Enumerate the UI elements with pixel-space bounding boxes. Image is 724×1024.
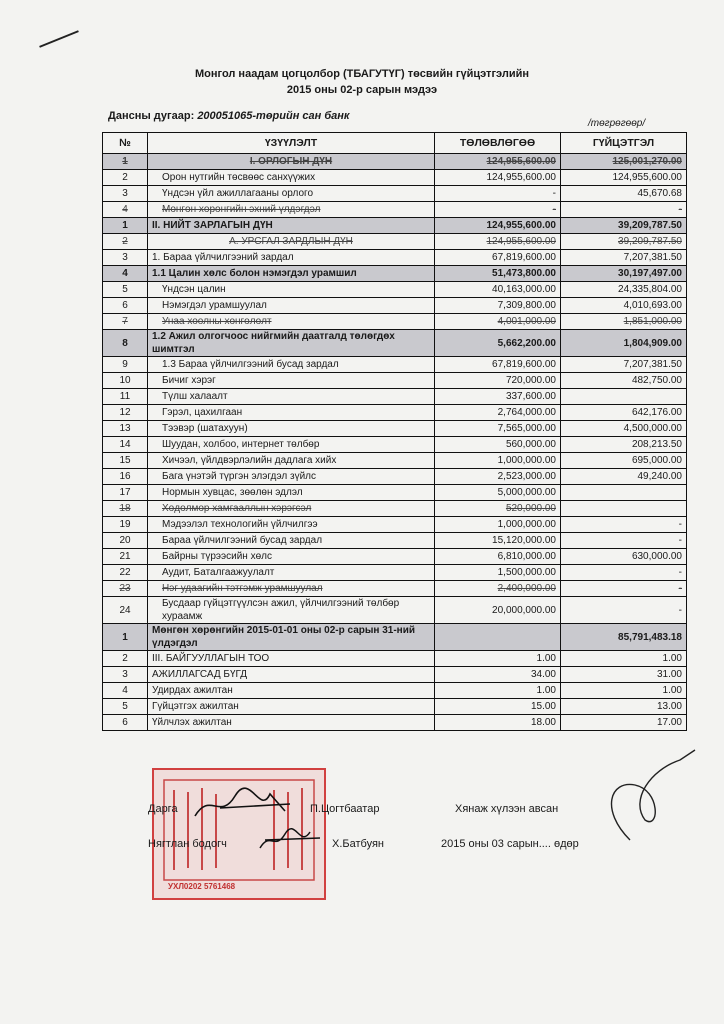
row-actual: 4,010,693.00 (561, 298, 687, 314)
account-line (108, 110, 349, 122)
row-number: 17 (103, 485, 148, 501)
row-number: 24 (103, 597, 148, 624)
row-number: 6 (103, 298, 148, 314)
row-actual (561, 485, 687, 501)
table-row (103, 667, 687, 683)
row-actual: 39,209,787.50 (561, 218, 687, 234)
row-label: Тээвэр (шатахуун) (148, 421, 435, 437)
stamp-number: УХЛ0202 5761468 (168, 882, 236, 891)
table-row (103, 683, 687, 699)
row-number: 1 (103, 624, 148, 651)
row-actual: 642,176.00 (561, 405, 687, 421)
row-actual: 45,670.68 (561, 186, 687, 202)
row-actual: 24,335,804.00 (561, 282, 687, 298)
row-number: 8 (103, 330, 148, 357)
received-date: 2015 оны 03 сарын.... өдөр (441, 838, 579, 850)
row-number: 5 (103, 699, 148, 715)
row-label: Байрны түрээсийн хөлс (148, 549, 435, 565)
row-number: 18 (103, 501, 148, 517)
table-row (103, 186, 687, 202)
row-label: Түлш халаалт (148, 389, 435, 405)
row-plan: 124,955,600.00 (435, 234, 561, 250)
row-label: 1. Бараа үйлчилгээний зардал (148, 250, 435, 266)
row-label: Бага үнэтэй түргэн элэгдэл зүйлс (148, 469, 435, 485)
row-plan: 2,523,000.00 (435, 469, 561, 485)
row-label: Аудит, Баталгаажуулалт (148, 565, 435, 581)
row-actual: 630,000.00 (561, 549, 687, 565)
row-label: 1.3 Бараа үйлчилгээний бусад зардал (148, 357, 435, 373)
row-number: 3 (103, 186, 148, 202)
row-plan: 1,000,000.00 (435, 517, 561, 533)
row-plan: 5,662,200.00 (435, 330, 561, 357)
table-row (103, 154, 687, 170)
col-header-indicator: ҮЗҮҮЛЭЛТ (148, 133, 435, 154)
row-number: 16 (103, 469, 148, 485)
row-plan: 720,000.00 (435, 373, 561, 389)
table-row (103, 405, 687, 421)
row-plan: - (435, 202, 561, 218)
table-row (103, 170, 687, 186)
row-plan: 67,819,600.00 (435, 357, 561, 373)
director-name: П.Цогтбаатар (310, 803, 380, 815)
row-actual: - (561, 581, 687, 597)
table-row (103, 533, 687, 549)
table-row (103, 453, 687, 469)
table-row (103, 715, 687, 731)
row-plan: 1,500,000.00 (435, 565, 561, 581)
row-number: 19 (103, 517, 148, 533)
row-label: Нэг удаагийн тэтгэмж урамшуулал (148, 581, 435, 597)
received-label: Хянаж хүлээн авсан (455, 803, 559, 815)
row-number: 7 (103, 314, 148, 330)
row-actual: - (561, 597, 687, 624)
row-actual: 4,500,000.00 (561, 421, 687, 437)
row-plan: 40,163,000.00 (435, 282, 561, 298)
row-plan: 124,955,600.00 (435, 218, 561, 234)
report-title: Монгол наадам цогцолбор (ТБАГУТҮГ) төсвийн гүйцэтгэлийн (194, 68, 529, 80)
table-row (103, 485, 687, 501)
row-label: А. УРСГАЛ ЗАРДЛЫН ДҮН (148, 234, 435, 250)
budget-table (102, 132, 687, 731)
row-actual: 31.00 (561, 667, 687, 683)
row-actual: 124,955,600.00 (561, 170, 687, 186)
row-actual: 39,209,787.50 (561, 234, 687, 250)
row-actual: 1,804,909.00 (561, 330, 687, 357)
row-plan: 7,309,800.00 (435, 298, 561, 314)
table-row (103, 437, 687, 453)
row-actual: - (561, 533, 687, 549)
row-label: Хичээл, үйлдвэрлэлийн дадлага хийх (148, 453, 435, 469)
row-actual: 1.00 (561, 683, 687, 699)
row-actual: 1,851,000.00 (561, 314, 687, 330)
row-plan: - (435, 186, 561, 202)
row-number: 2 (103, 170, 148, 186)
row-number: 23 (103, 581, 148, 597)
row-number: 11 (103, 389, 148, 405)
row-label: Хөдөлмөр хамгааллын хэрэгсэл (148, 501, 435, 517)
row-number: 1 (103, 154, 148, 170)
row-label: Унаа хоолны хөнгөлөлт (148, 314, 435, 330)
row-plan: 124,955,600.00 (435, 154, 561, 170)
row-number: 4 (103, 683, 148, 699)
row-number: 12 (103, 405, 148, 421)
director-signature (190, 786, 300, 826)
accountant-signature (255, 826, 325, 856)
row-actual: 85,791,483.18 (561, 624, 687, 651)
row-number: 9 (103, 357, 148, 373)
row-plan: 20,000,000.00 (435, 597, 561, 624)
row-label: 1.2 Ажил олгогчоос нийгмийн даатгалд төлөгдөх шимтгэл (148, 330, 435, 357)
row-label: Гэрэл, цахилгаан (148, 405, 435, 421)
table-row (103, 298, 687, 314)
row-number: 3 (103, 667, 148, 683)
table-row (103, 597, 687, 624)
row-actual (561, 501, 687, 517)
row-number: 1 (103, 218, 148, 234)
row-label: Орон нутгийн төсвөөс санхүүжих (148, 170, 435, 186)
table-header-row (103, 133, 687, 154)
row-actual: - (561, 517, 687, 533)
row-number: 21 (103, 549, 148, 565)
row-number: 10 (103, 373, 148, 389)
row-label: АЖИЛЛАГСАД БҮГД (148, 667, 435, 683)
table-row (103, 314, 687, 330)
row-plan: 2,400,000.00 (435, 581, 561, 597)
row-actual: - (561, 565, 687, 581)
row-actual: 17.00 (561, 715, 687, 731)
row-plan: 1.00 (435, 651, 561, 667)
table-row (103, 549, 687, 565)
row-label: Нэмэгдэл урамшуулал (148, 298, 435, 314)
row-label: II. НИЙТ ЗАРЛАГЫН ДҮН (148, 218, 435, 234)
row-plan: 560,000.00 (435, 437, 561, 453)
table-row (103, 501, 687, 517)
row-label: Мэдээлэл технологийн үйлчилгээ (148, 517, 435, 533)
row-actual: 1.00 (561, 651, 687, 667)
accountant-label: Нягтлан бодогч (148, 838, 227, 850)
row-label: Удирдах ажилтан (148, 683, 435, 699)
table-row (103, 373, 687, 389)
row-number: 14 (103, 437, 148, 453)
row-actual: - (561, 202, 687, 218)
table-row (103, 699, 687, 715)
table-row (103, 469, 687, 485)
row-label: Гүйцэтгэх ажилтан (148, 699, 435, 715)
row-actual (561, 389, 687, 405)
account-value: 200051065-төрийн сан банк (197, 110, 350, 122)
row-label: Бараа үйлчилгээний бусад зардал (148, 533, 435, 549)
row-label: Шуудан, холбоо, интернет төлбөр (148, 437, 435, 453)
report-period: 2015 оны 02-р сарын мэдээ (286, 84, 438, 96)
row-plan (435, 624, 561, 651)
col-header-plan: ТӨЛӨВЛӨГӨӨ (435, 133, 561, 154)
row-plan: 1,000,000.00 (435, 453, 561, 469)
row-plan: 15.00 (435, 699, 561, 715)
row-actual: 7,207,381.50 (561, 250, 687, 266)
table-row (103, 282, 687, 298)
row-label: Бусдаар гүйцэтгүүлсэн ажил, үйлчилгээний төлбөр хураамж (148, 597, 435, 624)
table-row (103, 330, 687, 357)
row-number: 4 (103, 266, 148, 282)
account-label: Дансны дугаар: (108, 110, 195, 122)
row-label: I. ОРЛОГЫН ДҮН (148, 154, 435, 170)
row-plan: 18.00 (435, 715, 561, 731)
row-plan: 6,810,000.00 (435, 549, 561, 565)
row-label: Нормын хувцас, зөөлөн эдлэл (148, 485, 435, 501)
row-label: Мөнгөн хөрөнгийн 2015-01-01 оны 02-р сарын 31-ний үлдэгдэл (148, 624, 435, 651)
row-plan: 4,001,000.00 (435, 314, 561, 330)
currency-unit: /төгрөгөөр/ (588, 118, 646, 129)
row-actual: 13.00 (561, 699, 687, 715)
row-plan: 1.00 (435, 683, 561, 699)
row-actual: 125,001,270.00 (561, 154, 687, 170)
receiver-signature (590, 740, 700, 850)
row-actual: 695,000.00 (561, 453, 687, 469)
row-number: 2 (103, 651, 148, 667)
table-row (103, 421, 687, 437)
row-actual: 49,240.00 (561, 469, 687, 485)
table-row (103, 389, 687, 405)
row-number: 13 (103, 421, 148, 437)
col-header-no: № (103, 133, 148, 154)
row-number: 22 (103, 565, 148, 581)
director-label: Дарга (148, 803, 178, 815)
row-plan: 34.00 (435, 667, 561, 683)
row-label: Үндсэн үйл ажиллагааны орлого (148, 186, 435, 202)
table-row (103, 266, 687, 282)
row-actual: 7,207,381.50 (561, 357, 687, 373)
col-header-actual: ГҮЙЦЭТГЭЛ (561, 133, 687, 154)
table-row (103, 651, 687, 667)
table-body (103, 154, 687, 731)
row-number: 2 (103, 234, 148, 250)
row-plan: 2,764,000.00 (435, 405, 561, 421)
row-number: 3 (103, 250, 148, 266)
row-plan: 337,600.00 (435, 389, 561, 405)
table-row (103, 517, 687, 533)
table-row (103, 218, 687, 234)
row-plan: 15,120,000.00 (435, 533, 561, 549)
table-row (103, 565, 687, 581)
table-row (103, 581, 687, 597)
row-number: 4 (103, 202, 148, 218)
row-number: 15 (103, 453, 148, 469)
row-plan: 520,000.00 (435, 501, 561, 517)
table-row (103, 250, 687, 266)
row-label: Үйлчлэх ажилтан (148, 715, 435, 731)
row-label: 1.1 Цалин хөлс болон нэмэгдэл урамшил (148, 266, 435, 282)
row-plan: 51,473,800.00 (435, 266, 561, 282)
row-actual: 208,213.50 (561, 437, 687, 453)
table-row (103, 202, 687, 218)
row-label: III. БАЙГУУЛЛАГЫН ТОО (148, 651, 435, 667)
row-actual: 482,750.00 (561, 373, 687, 389)
row-plan: 67,819,600.00 (435, 250, 561, 266)
row-plan: 7,565,000.00 (435, 421, 561, 437)
accountant-name: Х.Батбуян (332, 838, 384, 850)
row-label: Мөнгөн хөрөнгийн эхний үлдэгдэл (148, 202, 435, 218)
pen-mark (39, 30, 79, 48)
table-row (103, 357, 687, 373)
row-plan: 5,000,000.00 (435, 485, 561, 501)
row-plan: 124,955,600.00 (435, 170, 561, 186)
row-number: 6 (103, 715, 148, 731)
row-actual: 30,197,497.00 (561, 266, 687, 282)
table-row (103, 234, 687, 250)
row-label: Үндсэн цалин (148, 282, 435, 298)
row-number: 20 (103, 533, 148, 549)
row-label: Бичиг хэрэг (148, 373, 435, 389)
table-row (103, 624, 687, 651)
row-number: 5 (103, 282, 148, 298)
